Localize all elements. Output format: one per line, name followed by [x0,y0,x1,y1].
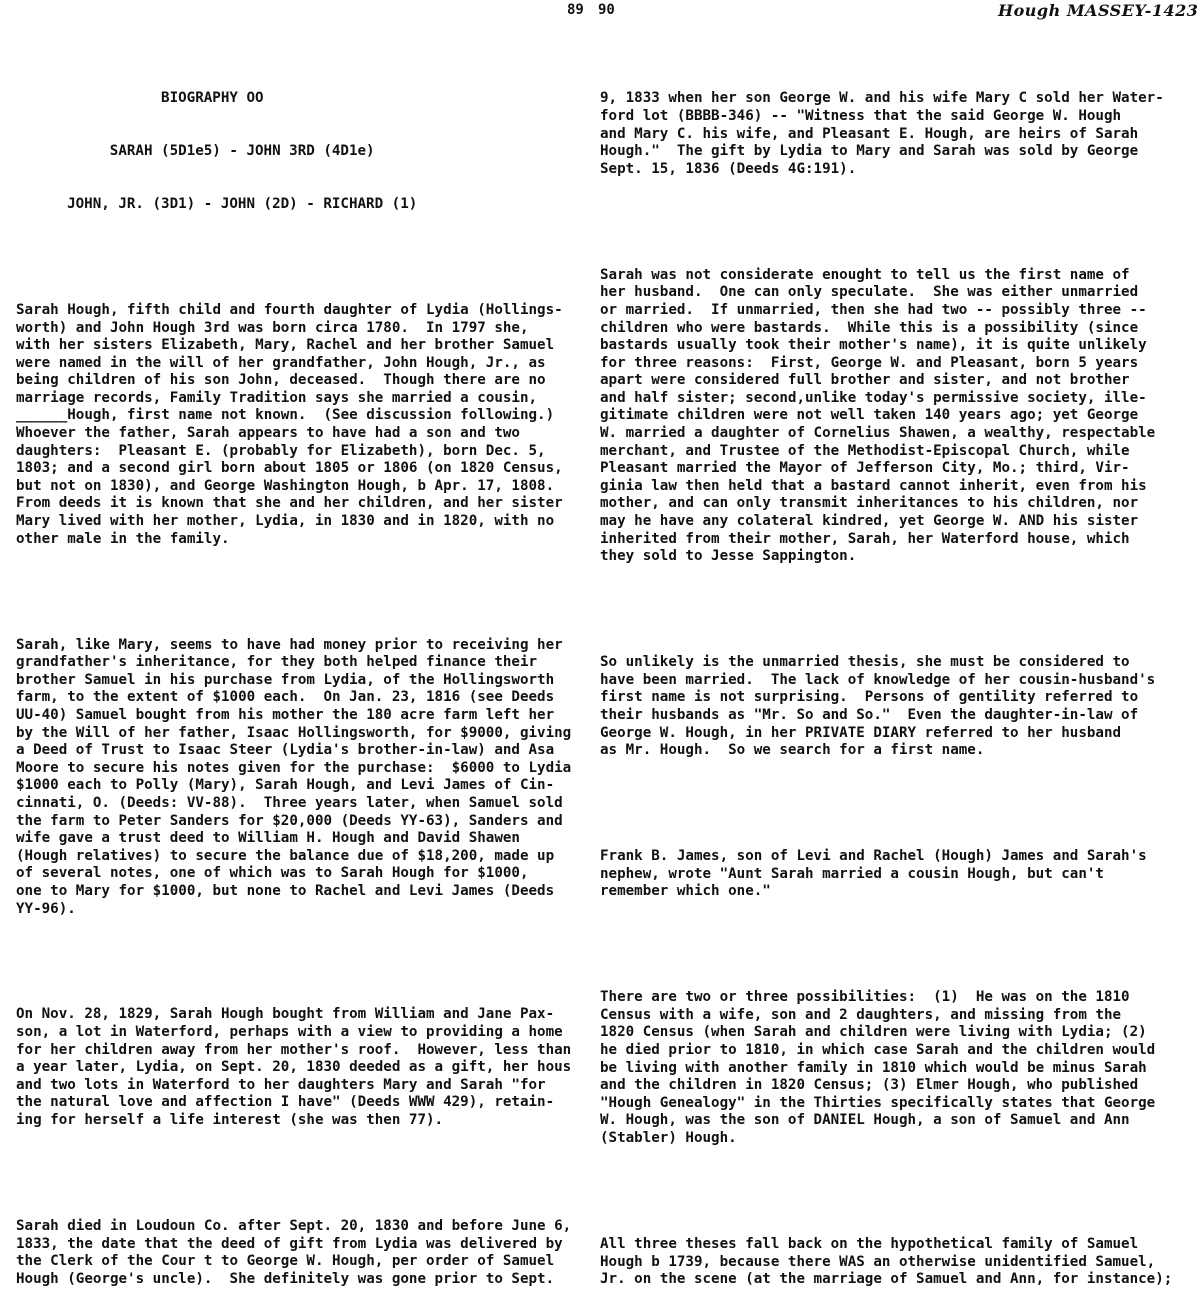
paragraph: On Nov. 28, 1829, Sarah Hough bought from William and Jane Pax- son, a lot in Waterford, perhaps with a view to providing a home for her children away from her mother's roof. However, less than a year later, Lydia, on Sept. 20, 1830 deeded as a gift, her hous and two lots in Waterford to her daughters Mary and Sarah "for the natural love and affection I have" (Deeds WWW 429), retain- ing for herself a life interest (she was then 77). [16,1006,572,1129]
paragraph: Sarah Hough, fifth child and fourth daughter of Lydia (Hollings- worth) and John Hough 3rd was born circa 1780. In 1797 she, with her sisters Elizabeth, Mary, Rachel and her brother Samuel were named in the will of her grandfather, John Hough, Jr., as being children of his son John, deceased. Though there are no marriage records, Family Tradition says she married a cousin, ______Hough, first name not known. (See discussion following.) Whoever the father, Sarah appears to have had a son and two daughters: Pleasant E. (probably for Elizabeth), born Dec. 5, 1803; and a second girl born about 1805 or 1806 (on 1820 Census, but not on 1830), and George Washington Hough, b Apr. 17, 1808. From deeds it is known that she and her children, and her sister Mary lived with her mother, Lydia, in 1830 and in 1820, with no other male in the family. [16,301,563,547]
paragraph: Sarah was not considerate enought to tell us the first name of her husband. One can only speculate. She was either unmarried or married. If unmarried, then she had two -- possibly three -- children who were bastards. While this is a possibility (since bastards usually took their mother's name), it is quite unlikely for three reasons: First, George W. and Pleasant, born 5 years apart were considered full brother and sister, and not brother and half sister; second,unlike today's permissive society, ille- gitimate children were not well taken 140 years ago; yet George W. married a daughter of Cornelius Shawen, a wealthy, respectable merchant, and Trustee of the Methodist-Episcopal Church, while Pleasant married the Mayor of Jefferson City, Mo.; third, Vir- ginia law then held that a bastard cannot inherit, even from his mother, and can only transmit inheritances to his children, nor may he have any colateral kindred, yet George W. AND his sister inherited from their mother, Sarah, her Waterford house, which they sold to Jesse Sappington. [600,266,1156,565]
paragraph: So unlikely is the unmarried thesis, she must be considered to have been married. The lack of knowledge of her cousin-husband's first name is not surprising. Persons of gentility referred to their husbands as "Mr. So and So." Even the daughter-in-law of George W. Hough, in her PRIVATE DIARY referred to her husband as Mr. Hough. So we search for a first name. [600,654,1156,759]
biography-lineage-1: SARAH (5D1e5) - JOHN 3RD (4D1e) [50,143,375,160]
page-number-left: 89 [567,2,584,18]
paragraph: Frank B. James, son of Levi and Rachel (Hough) James and Sarah's nephew, wrote "Aunt Sarah married a cousin Hough, but can't remember which one." [600,848,1147,900]
biography-lineage-2: JOHN, JR. (3D1) - JOHN (2D) - RICHARD (1) [50,195,418,212]
paragraph: Sarah died in Loudoun Co. after Sept. 20, 1830 and before June 6, 1833, the date that the deed of gift from Lydia was delivered by the Clerk of the Cour t to George W. Hough, per order of Samuel Hough (George's uncle). She definitely was gone prior to Sept. [16,1218,572,1287]
page-number-right: 90 [598,2,615,18]
paragraph: There are two or three possibilities: (1) He was on the 1810 Census with a wife, son and 2 daughters, and missing from the 1820 Census (when Sarah and children were living with Lydia; (2) he died prior to 1810, in which case Sarah and the children would be living with another family in 1810 which would be minus Sarah and the children in 1820 Census; (3) Elmer Hough, who published "Hough Genealogy" in the Thirties specifically states that George W. Hough, was the son of DANIEL Hough, a son of Samuel and Ann (Stabler) Hough. [600,989,1156,1147]
paragraph: 9, 1833 when her son George W. and his wife Mary C sold her Water- ford lot (BBBB-346) -- "Witness that the said George W. Hough and Mary C. his wife, and Pleasant E. Hough, are heirs of Sarah Hough." The gift by Lydia to Mary and Sarah was sold by George Sept. 15, 1836 (Deeds 4G:191). [600,90,1164,177]
biography-title: BIOGRAPHY OO [50,90,264,107]
right-column [600,0,1200,1288]
paragraph: All three theses fall back on the hypothetical family of Samuel Hough b 1739, because there WAS an otherwise unidentified Samuel, Jr. on the scene (at the marriage of Samuel and Ann, for instance); [600,1236,1173,1288]
left-column [16,0,591,1287]
paragraph: Sarah, like Mary, seems to have had money prior to receiving her grandfather's inheritance, for they both helped finance their brother Samuel in his purchase from Lydia, of the Hollingsworth farm, to the extent of $1000 each. On Jan. 23, 1816 (see Deeds UU-40) Samuel bought from his mother the 180 acre farm left her by the Will of her father, Isaac Hollingsworth, for $9000, giving a Deed of Trust to Isaac Steer (Lydia's brother-in-law) and Asa Moore to secure his notes given for the purchase: $6000 to Lydia $1000 each to Polly (Mary), Sarah Hough, and Levi James of Cin- cinnati, O. (Deeds: VV-88). Three years later, when Samuel sold the farm to Peter Sanders for $20,000 (Deeds YY-63), Sanders and wife gave a trust deed to William H. Hough and David Shawen (Hough relatives) to secure the balance due of $18,200, made up of several notes, one of which was to Sarah Hough for $1000, one to Mary for $1000, but none to Rachel and Levi James (Deeds YY-96). [16,636,572,917]
handwritten-annotation: Hough MASSEY-1423 [998,1,1199,20]
